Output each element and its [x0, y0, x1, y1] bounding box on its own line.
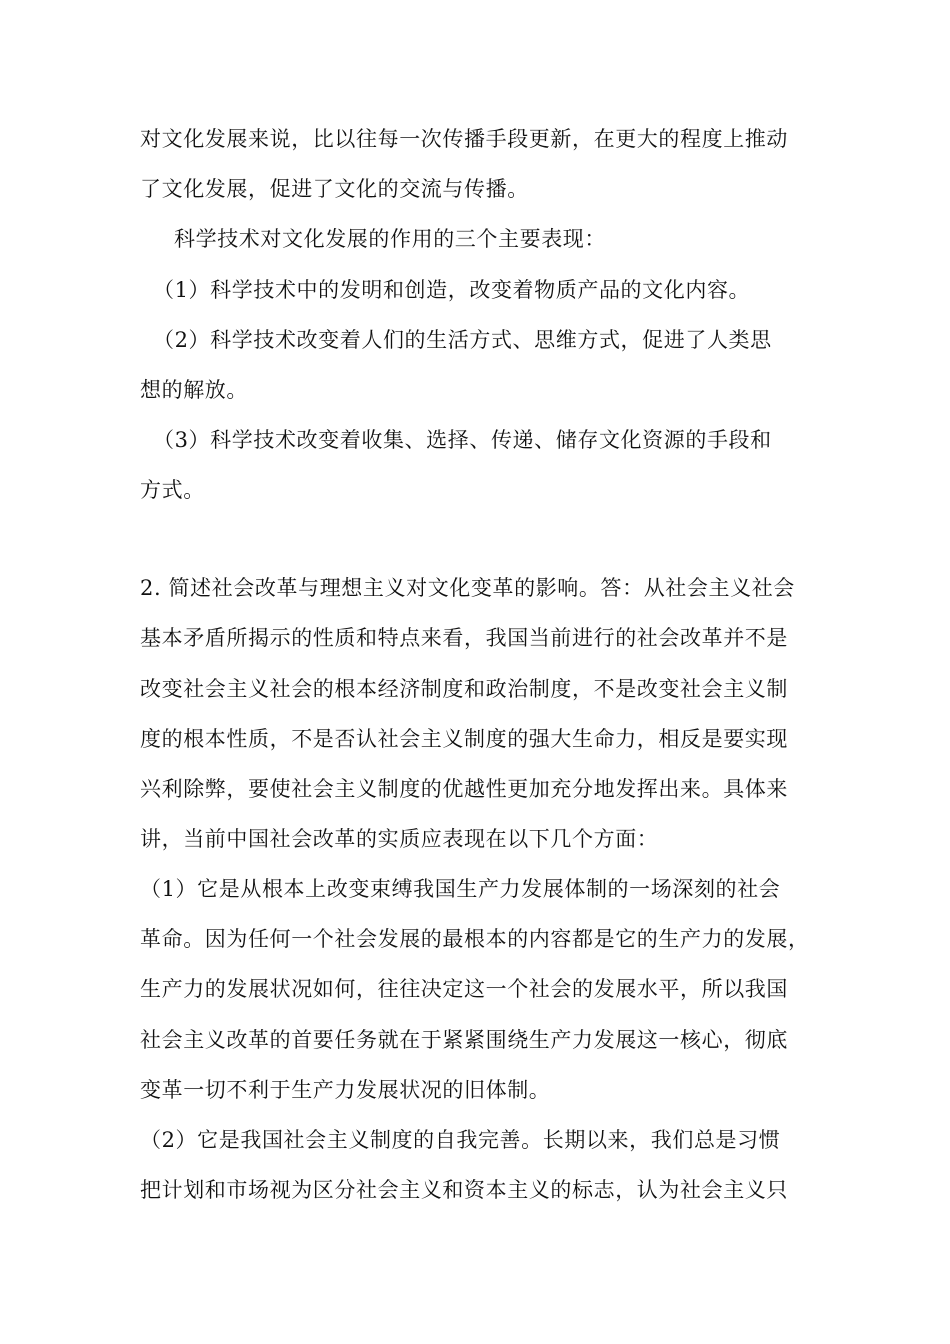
- text-line-20: （2）它是我国社会主义制度的自我完善。长期以来，我们总是习惯: [140, 1128, 781, 1152]
- text-line-19: 变革一切不利于生产力发展状况的旧体制。: [140, 1078, 551, 1102]
- text-line-7: （3）科学技术改变着收集、选择、传递、储存文化资源的手段和: [153, 428, 772, 452]
- text-line-17: 生产力的发展状况如何，往往决定这一个社会的发展水平，所以我国: [140, 977, 788, 1001]
- text-line-18: 社会主义改革的首要任务就在于紧紧围绕生产力发展这一核心，彻底: [140, 1028, 788, 1052]
- text-line-1: 对文化发展来说，比以往每一次传播手段更新，在更大的程度上推动: [140, 127, 788, 151]
- text-line-3: 科学技术对文化发展的作用的三个主要表现：: [174, 227, 606, 251]
- text-line-9: 2. 简述社会改革与理想主义对文化变革的影响。答：从社会主义社会: [140, 576, 795, 600]
- text-line-21: 把计划和市场视为区分社会主义和资本主义的标志，认为社会主义只: [140, 1178, 788, 1202]
- text-line-15: （1）它是从根本上改变束缚我国生产力发展体制的一场深刻的社会: [140, 877, 781, 901]
- text-line-13: 兴利除弊，要使社会主义制度的优越性更加充分地发挥出来。具体来: [140, 777, 788, 801]
- text-line-4: （1）科学技术中的发明和创造，改变着物质产品的文化内容。: [153, 278, 751, 302]
- text-line-11: 改变社会主义社会的根本经济制度和政治制度，不是改变社会主义制: [140, 677, 788, 701]
- text-line-16: 革命。因为任何一个社会发展的最根本的内容都是它的生产力的发展，: [140, 927, 810, 951]
- text-line-5: （2）科学技术改变着人们的生活方式、思维方式，促进了人类思: [153, 328, 772, 352]
- text-line-10: 基本矛盾所揭示的性质和特点来看，我国当前进行的社会改革并不是: [140, 626, 788, 650]
- text-line-2: 了文化发展，促进了文化的交流与传播。: [140, 177, 529, 201]
- text-line-14: 讲，当前中国社会改革的实质应表现在以下几个方面：: [140, 827, 659, 851]
- text-line-6: 想的解放。: [140, 378, 248, 402]
- text-line-8: 方式。: [140, 478, 205, 502]
- text-line-12: 度的根本性质，不是否认社会主义制度的强大生命力，相反是要实现: [140, 727, 788, 751]
